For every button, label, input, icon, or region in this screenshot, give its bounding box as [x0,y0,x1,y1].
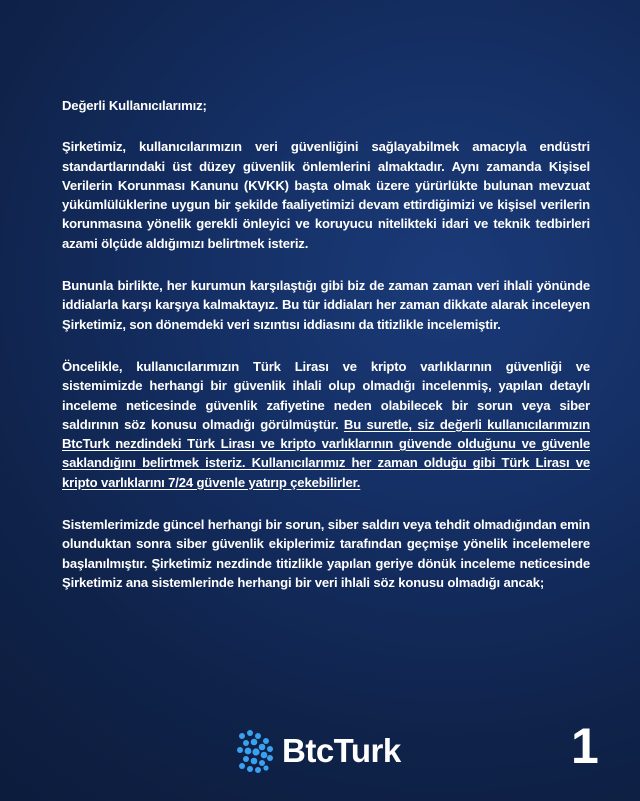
paragraph-investigation-result [62,357,590,492]
btcturk-dot-logo-icon [236,728,276,774]
investigation-text: Öncelikle, kullanıcılarımızın Türk Lirası ve kripto varlıklarının güvenliği ve sistemimizde herhangi bir güvenlik ihlali olup olmadığı incelenmiş, yapılan detaylı inceleme neticesinde güvenlik zafiyetine neden olabilecek bir sorun veya siber saldırının söz konusu olmadığı görülmüştür. [62,358,590,432]
brand-name: BtcTurk [282,732,401,769]
paragraph-security-measures: Şirketimiz, kullanıcılarımızın veri güvenliğini sağlayabilmek amacıyla endüstri standartlarındaki üst düzey güvenlik önlemlerini almaktadır. Aynı zamanda Kişisel Verilerin Korunması Kanunu (KVKK) başta olmak üzere yürürlükte bulunan mevzuat yükümlülüklerine uygun bir şekilde faaliyetimizi devam ettirdiğimizi ve kişisel verilerin korunmasına yönelik gerekli önleyici ve koruyucu nitelikteki idari ve teknik tedbirleri azami ölçüde aldığımızı belirtmek isteriz. [62,139,590,251]
letter-body [62,96,590,615]
page-number: 1 [571,718,599,774]
paragraph-breach-claims: Bununla birlikte, her kurumun karşılaştığı gibi biz de zaman zaman veri ihlali yönünde iddialarla karşı karşıya kalmaktayız. Bu tür iddiaları her zaman dikkate alarak inceleyen Şirketimiz, son dönemdeki veri sızıntısı iddiasını da titizlikle incelemiştir. [62,278,590,332]
greeting: Değerli Kullanıcılarımız; [62,98,207,113]
assurance-underlined-text: Bu suretle, siz değerli kullanıcılarımızın BtcTurk nezdindeki Türk Lirası ve kripto varlıklarının güvende olduğunu ve güvenle saklandığını belirtmek isteriz. Kullanıcılarımız her zaman olduğu gibi Türk Lirası ve kripto varlıklarını 7/24 güvenle yatırıp çekebilirler. [62,416,590,490]
brand-logo [236,727,401,775]
paragraph-retrospective-review: Sistemlerimizde güncel herhangi bir sorun, siber saldırı veya tehdit olmadığından emin olunduktan sonra siber güvenlik ekiplerimiz tarafından geçmişe yönelik incelemelere başlanılmıştır. Şirketimiz nezdinde titizlikle yapılan geriye dönük inceleme neticesinde Şirketimiz ana sistemlerinde herhangi bir veri ihlali söz konusu olmadığı ancak; [62,517,590,590]
